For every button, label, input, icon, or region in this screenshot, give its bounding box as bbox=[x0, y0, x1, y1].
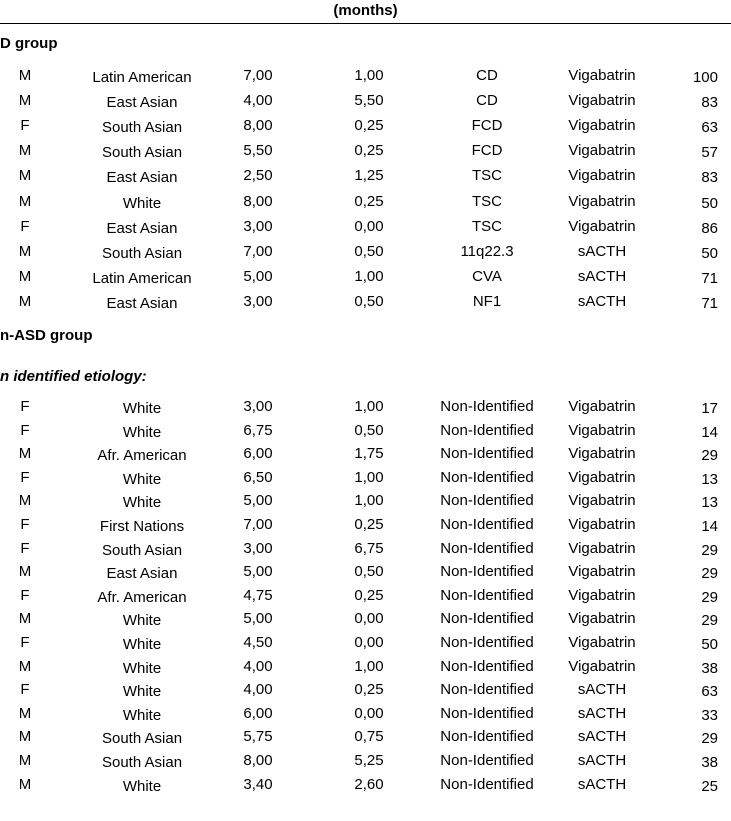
age-cell: 3,00 bbox=[243, 398, 273, 415]
duration-cell: 1,00 bbox=[354, 658, 384, 675]
duration-cell: 1,75 bbox=[354, 445, 384, 462]
score-cell: 13 bbox=[701, 494, 718, 511]
ethnicity-cell: White bbox=[122, 778, 162, 795]
sex-cell: F bbox=[20, 540, 30, 557]
etiology-cell: TSC bbox=[472, 218, 502, 235]
sex-cell: M bbox=[18, 492, 32, 509]
age-cell: 6,75 bbox=[243, 422, 273, 439]
table-row bbox=[0, 776, 731, 796]
etiology-cell: NF1 bbox=[472, 293, 502, 310]
asd-group-title: D group bbox=[0, 35, 58, 52]
table-row bbox=[0, 563, 731, 583]
duration-cell: 0,00 bbox=[354, 634, 384, 651]
sex-cell: M bbox=[18, 167, 32, 184]
ethnicity-cell: White bbox=[122, 471, 162, 488]
ethnicity-cell: Afr. American bbox=[97, 589, 187, 606]
age-cell: 4,50 bbox=[243, 634, 273, 651]
age-cell: 5,75 bbox=[243, 728, 273, 745]
score-cell: 29 bbox=[701, 589, 718, 606]
etiology-cell: Non-Identified bbox=[440, 658, 534, 675]
ethnicity-cell: South Asian bbox=[101, 144, 183, 161]
ethnicity-cell: South Asian bbox=[101, 245, 183, 262]
score-cell: 83 bbox=[701, 169, 718, 186]
table-row bbox=[0, 193, 731, 213]
etiology-cell: Non-Identified bbox=[440, 681, 534, 698]
age-cell: 8,00 bbox=[243, 193, 273, 210]
sex-cell: M bbox=[18, 445, 32, 462]
age-cell: 5,00 bbox=[243, 268, 273, 285]
score-cell: 29 bbox=[701, 447, 718, 464]
table-row bbox=[0, 117, 731, 137]
age-cell: 6,50 bbox=[243, 469, 273, 486]
etiology-cell: TSC bbox=[472, 193, 502, 210]
sex-cell: M bbox=[18, 752, 32, 769]
table-row bbox=[0, 681, 731, 701]
etiology-cell: Non-Identified bbox=[440, 516, 534, 533]
etiology-cell: Non-Identified bbox=[440, 492, 534, 509]
treatment-cell: Vigabatrin bbox=[568, 167, 636, 184]
etiology-cell: Non-Identified bbox=[440, 610, 534, 627]
age-cell: 4,00 bbox=[243, 681, 273, 698]
etiology-cell: Non-Identified bbox=[440, 776, 534, 793]
ethnicity-cell: White bbox=[122, 683, 162, 700]
duration-cell: 5,50 bbox=[354, 92, 384, 109]
age-cell: 4,75 bbox=[243, 587, 273, 604]
table-row bbox=[0, 516, 731, 536]
duration-cell: 0,50 bbox=[354, 563, 384, 580]
duration-cell: 1,00 bbox=[354, 398, 384, 415]
score-cell: 63 bbox=[701, 683, 718, 700]
ethnicity-cell: White bbox=[122, 636, 162, 653]
etiology-cell: Non-Identified bbox=[440, 705, 534, 722]
treatment-cell: sACTH bbox=[577, 243, 627, 260]
treatment-cell: sACTH bbox=[577, 776, 627, 793]
etiology-cell: TSC bbox=[472, 167, 502, 184]
age-cell: 4,00 bbox=[243, 658, 273, 675]
ethnicity-cell: South Asian bbox=[101, 542, 183, 559]
score-cell: 25 bbox=[701, 778, 718, 795]
table-row bbox=[0, 67, 731, 87]
sex-cell: M bbox=[18, 268, 32, 285]
score-cell: 29 bbox=[701, 730, 718, 747]
table-row bbox=[0, 243, 731, 263]
table-row bbox=[0, 634, 731, 654]
duration-cell: 6,75 bbox=[354, 540, 384, 557]
table-row bbox=[0, 752, 731, 772]
ethnicity-cell: South Asian bbox=[101, 119, 183, 136]
ethnicity-cell: White bbox=[122, 612, 162, 629]
age-cell: 6,00 bbox=[243, 705, 273, 722]
duration-cell: 0,25 bbox=[354, 681, 384, 698]
age-cell: 7,00 bbox=[243, 516, 273, 533]
duration-cell: 1,25 bbox=[354, 167, 384, 184]
score-cell: 38 bbox=[701, 660, 718, 677]
sex-cell: M bbox=[18, 67, 32, 84]
sex-cell: F bbox=[20, 422, 30, 439]
treatment-cell: Vigabatrin bbox=[568, 92, 636, 109]
table-row bbox=[0, 218, 731, 238]
table-row bbox=[0, 92, 731, 112]
duration-cell: 0,50 bbox=[354, 422, 384, 439]
ethnicity-cell: East Asian bbox=[106, 295, 178, 312]
ethnicity-cell: White bbox=[122, 494, 162, 511]
treatment-cell: Vigabatrin bbox=[568, 67, 636, 84]
treatment-cell: Vigabatrin bbox=[568, 193, 636, 210]
age-cell: 8,00 bbox=[243, 752, 273, 769]
duration-cell: 0,00 bbox=[354, 705, 384, 722]
score-cell: 100 bbox=[692, 69, 718, 86]
score-cell: 50 bbox=[701, 195, 718, 212]
duration-cell: 0,50 bbox=[354, 243, 384, 260]
sex-cell: F bbox=[20, 398, 30, 415]
duration-cell: 0,25 bbox=[354, 117, 384, 134]
score-cell: 50 bbox=[701, 245, 718, 262]
etiology-cell: Non-Identified bbox=[440, 587, 534, 604]
etiology-cell: Non-Identified bbox=[440, 540, 534, 557]
treatment-cell: sACTH bbox=[577, 752, 627, 769]
treatment-cell: sACTH bbox=[577, 293, 627, 310]
age-cell: 3,00 bbox=[243, 293, 273, 310]
age-cell: 3,40 bbox=[243, 776, 273, 793]
treatment-cell: Vigabatrin bbox=[568, 610, 636, 627]
duration-cell: 1,00 bbox=[354, 67, 384, 84]
sex-cell: M bbox=[18, 193, 32, 210]
table-row bbox=[0, 167, 731, 187]
non-asd-group-title: n-ASD group bbox=[0, 327, 93, 344]
etiology-cell: CD bbox=[476, 92, 498, 109]
score-cell: 71 bbox=[701, 295, 718, 312]
table-row bbox=[0, 293, 731, 313]
sex-cell: M bbox=[18, 142, 32, 159]
treatment-cell: Vigabatrin bbox=[568, 587, 636, 604]
age-cell: 3,00 bbox=[243, 540, 273, 557]
table-row bbox=[0, 268, 731, 288]
duration-cell: 2,60 bbox=[354, 776, 384, 793]
age-cell: 3,00 bbox=[243, 218, 273, 235]
duration-cell: 0,75 bbox=[354, 728, 384, 745]
ethnicity-cell: East Asian bbox=[106, 220, 178, 237]
table-row bbox=[0, 705, 731, 725]
score-cell: 63 bbox=[701, 119, 718, 136]
treatment-cell: Vigabatrin bbox=[568, 398, 636, 415]
age-cell: 4,00 bbox=[243, 92, 273, 109]
treatment-cell: Vigabatrin bbox=[568, 492, 636, 509]
score-cell: 57 bbox=[701, 144, 718, 161]
treatment-cell: Vigabatrin bbox=[568, 516, 636, 533]
duration-cell: 0,25 bbox=[354, 193, 384, 210]
etiology-cell: Non-Identified bbox=[440, 469, 534, 486]
treatment-cell: Vigabatrin bbox=[568, 218, 636, 235]
sex-cell: M bbox=[18, 92, 32, 109]
table-row bbox=[0, 540, 731, 560]
ethnicity-cell: East Asian bbox=[106, 94, 178, 111]
treatment-cell: Vigabatrin bbox=[568, 634, 636, 651]
ethnicity-cell: White bbox=[122, 707, 162, 724]
sex-cell: M bbox=[18, 610, 32, 627]
etiology-cell: Non-Identified bbox=[440, 398, 534, 415]
ethnicity-cell: First Nations bbox=[99, 518, 185, 535]
ethnicity-cell: Latin American bbox=[92, 270, 192, 287]
treatment-cell: Vigabatrin bbox=[568, 658, 636, 675]
ethnicity-cell: South Asian bbox=[101, 730, 183, 747]
sex-cell: M bbox=[18, 563, 32, 580]
duration-cell: 0,25 bbox=[354, 142, 384, 159]
score-cell: 83 bbox=[701, 94, 718, 111]
etiology-cell: FCD bbox=[471, 142, 503, 159]
sex-cell: F bbox=[20, 681, 30, 698]
ethnicity-cell: White bbox=[122, 424, 162, 441]
sex-cell: M bbox=[18, 728, 32, 745]
etiology-cell: Non-Identified bbox=[440, 752, 534, 769]
etiology-cell: Non-Identified bbox=[440, 634, 534, 651]
duration-cell: 0,00 bbox=[354, 218, 384, 235]
table-row bbox=[0, 728, 731, 748]
treatment-cell: Vigabatrin bbox=[568, 563, 636, 580]
treatment-cell: Vigabatrin bbox=[568, 117, 636, 134]
etiology-cell: Non-Identified bbox=[440, 728, 534, 745]
score-cell: 29 bbox=[701, 565, 718, 582]
sex-cell: M bbox=[18, 658, 32, 675]
treatment-cell: Vigabatrin bbox=[568, 540, 636, 557]
table-row bbox=[0, 587, 731, 607]
age-cell: 5,50 bbox=[243, 142, 273, 159]
treatment-cell: Vigabatrin bbox=[568, 422, 636, 439]
age-cell: 5,00 bbox=[243, 492, 273, 509]
duration-cell: 0,25 bbox=[354, 587, 384, 604]
table-row bbox=[0, 445, 731, 465]
score-cell: 17 bbox=[701, 400, 718, 417]
etiology-cell: CVA bbox=[472, 268, 502, 285]
score-cell: 71 bbox=[701, 270, 718, 287]
non-identified-etiology-subtitle: n identified etiology: bbox=[0, 368, 147, 385]
duration-cell: 1,00 bbox=[354, 469, 384, 486]
sex-cell: F bbox=[20, 587, 30, 604]
ethnicity-cell: South Asian bbox=[101, 754, 183, 771]
treatment-cell: sACTH bbox=[577, 681, 627, 698]
ethnicity-cell: White bbox=[122, 195, 162, 212]
treatment-cell: Vigabatrin bbox=[568, 142, 636, 159]
sex-cell: F bbox=[20, 516, 30, 533]
sex-cell: F bbox=[20, 117, 30, 134]
duration-cell: 0,00 bbox=[354, 610, 384, 627]
ethnicity-cell: Latin American bbox=[92, 69, 192, 86]
etiology-cell: Non-Identified bbox=[440, 422, 534, 439]
age-cell: 7,00 bbox=[243, 67, 273, 84]
ethnicity-cell: East Asian bbox=[106, 565, 178, 582]
sex-cell: F bbox=[20, 218, 30, 235]
score-cell: 38 bbox=[701, 754, 718, 771]
age-cell: 7,00 bbox=[243, 243, 273, 260]
score-cell: 29 bbox=[701, 612, 718, 629]
sex-cell: M bbox=[18, 243, 32, 260]
treatment-cell: Vigabatrin bbox=[568, 469, 636, 486]
age-cell: 6,00 bbox=[243, 445, 273, 462]
age-cell: 2,50 bbox=[243, 167, 273, 184]
table-row bbox=[0, 422, 731, 442]
duration-cell: 5,25 bbox=[354, 752, 384, 769]
etiology-cell: 11q22.3 bbox=[460, 243, 514, 260]
months-header: (months) bbox=[333, 2, 398, 19]
table-row bbox=[0, 142, 731, 162]
sex-cell: M bbox=[18, 705, 32, 722]
ethnicity-cell: White bbox=[122, 660, 162, 677]
table-row bbox=[0, 469, 731, 489]
treatment-cell: sACTH bbox=[577, 705, 627, 722]
score-cell: 14 bbox=[701, 424, 718, 441]
table-row bbox=[0, 658, 731, 678]
table-row bbox=[0, 492, 731, 512]
duration-cell: 0,25 bbox=[354, 516, 384, 533]
sex-cell: M bbox=[18, 776, 32, 793]
ethnicity-cell: East Asian bbox=[106, 169, 178, 186]
treatment-cell: Vigabatrin bbox=[568, 445, 636, 462]
sex-cell: F bbox=[20, 469, 30, 486]
table-row bbox=[0, 398, 731, 418]
score-cell: 14 bbox=[701, 518, 718, 535]
etiology-cell: Non-Identified bbox=[440, 563, 534, 580]
age-cell: 8,00 bbox=[243, 117, 273, 134]
table-row bbox=[0, 610, 731, 630]
treatment-cell: sACTH bbox=[577, 268, 627, 285]
sex-cell: F bbox=[20, 634, 30, 651]
etiology-cell: CD bbox=[476, 67, 498, 84]
age-cell: 5,00 bbox=[243, 610, 273, 627]
etiology-cell: FCD bbox=[471, 117, 503, 134]
etiology-cell: Non-Identified bbox=[440, 445, 534, 462]
duration-cell: 1,00 bbox=[354, 268, 384, 285]
score-cell: 50 bbox=[701, 636, 718, 653]
sex-cell: M bbox=[18, 293, 32, 310]
table-header-row bbox=[0, 0, 731, 24]
age-cell: 5,00 bbox=[243, 563, 273, 580]
treatment-cell: sACTH bbox=[577, 728, 627, 745]
duration-cell: 1,00 bbox=[354, 492, 384, 509]
score-cell: 86 bbox=[701, 220, 718, 237]
score-cell: 33 bbox=[701, 707, 718, 724]
ethnicity-cell: Afr. American bbox=[97, 447, 187, 464]
duration-cell: 0,50 bbox=[354, 293, 384, 310]
score-cell: 13 bbox=[701, 471, 718, 488]
ethnicity-cell: White bbox=[122, 400, 162, 417]
score-cell: 29 bbox=[701, 542, 718, 559]
